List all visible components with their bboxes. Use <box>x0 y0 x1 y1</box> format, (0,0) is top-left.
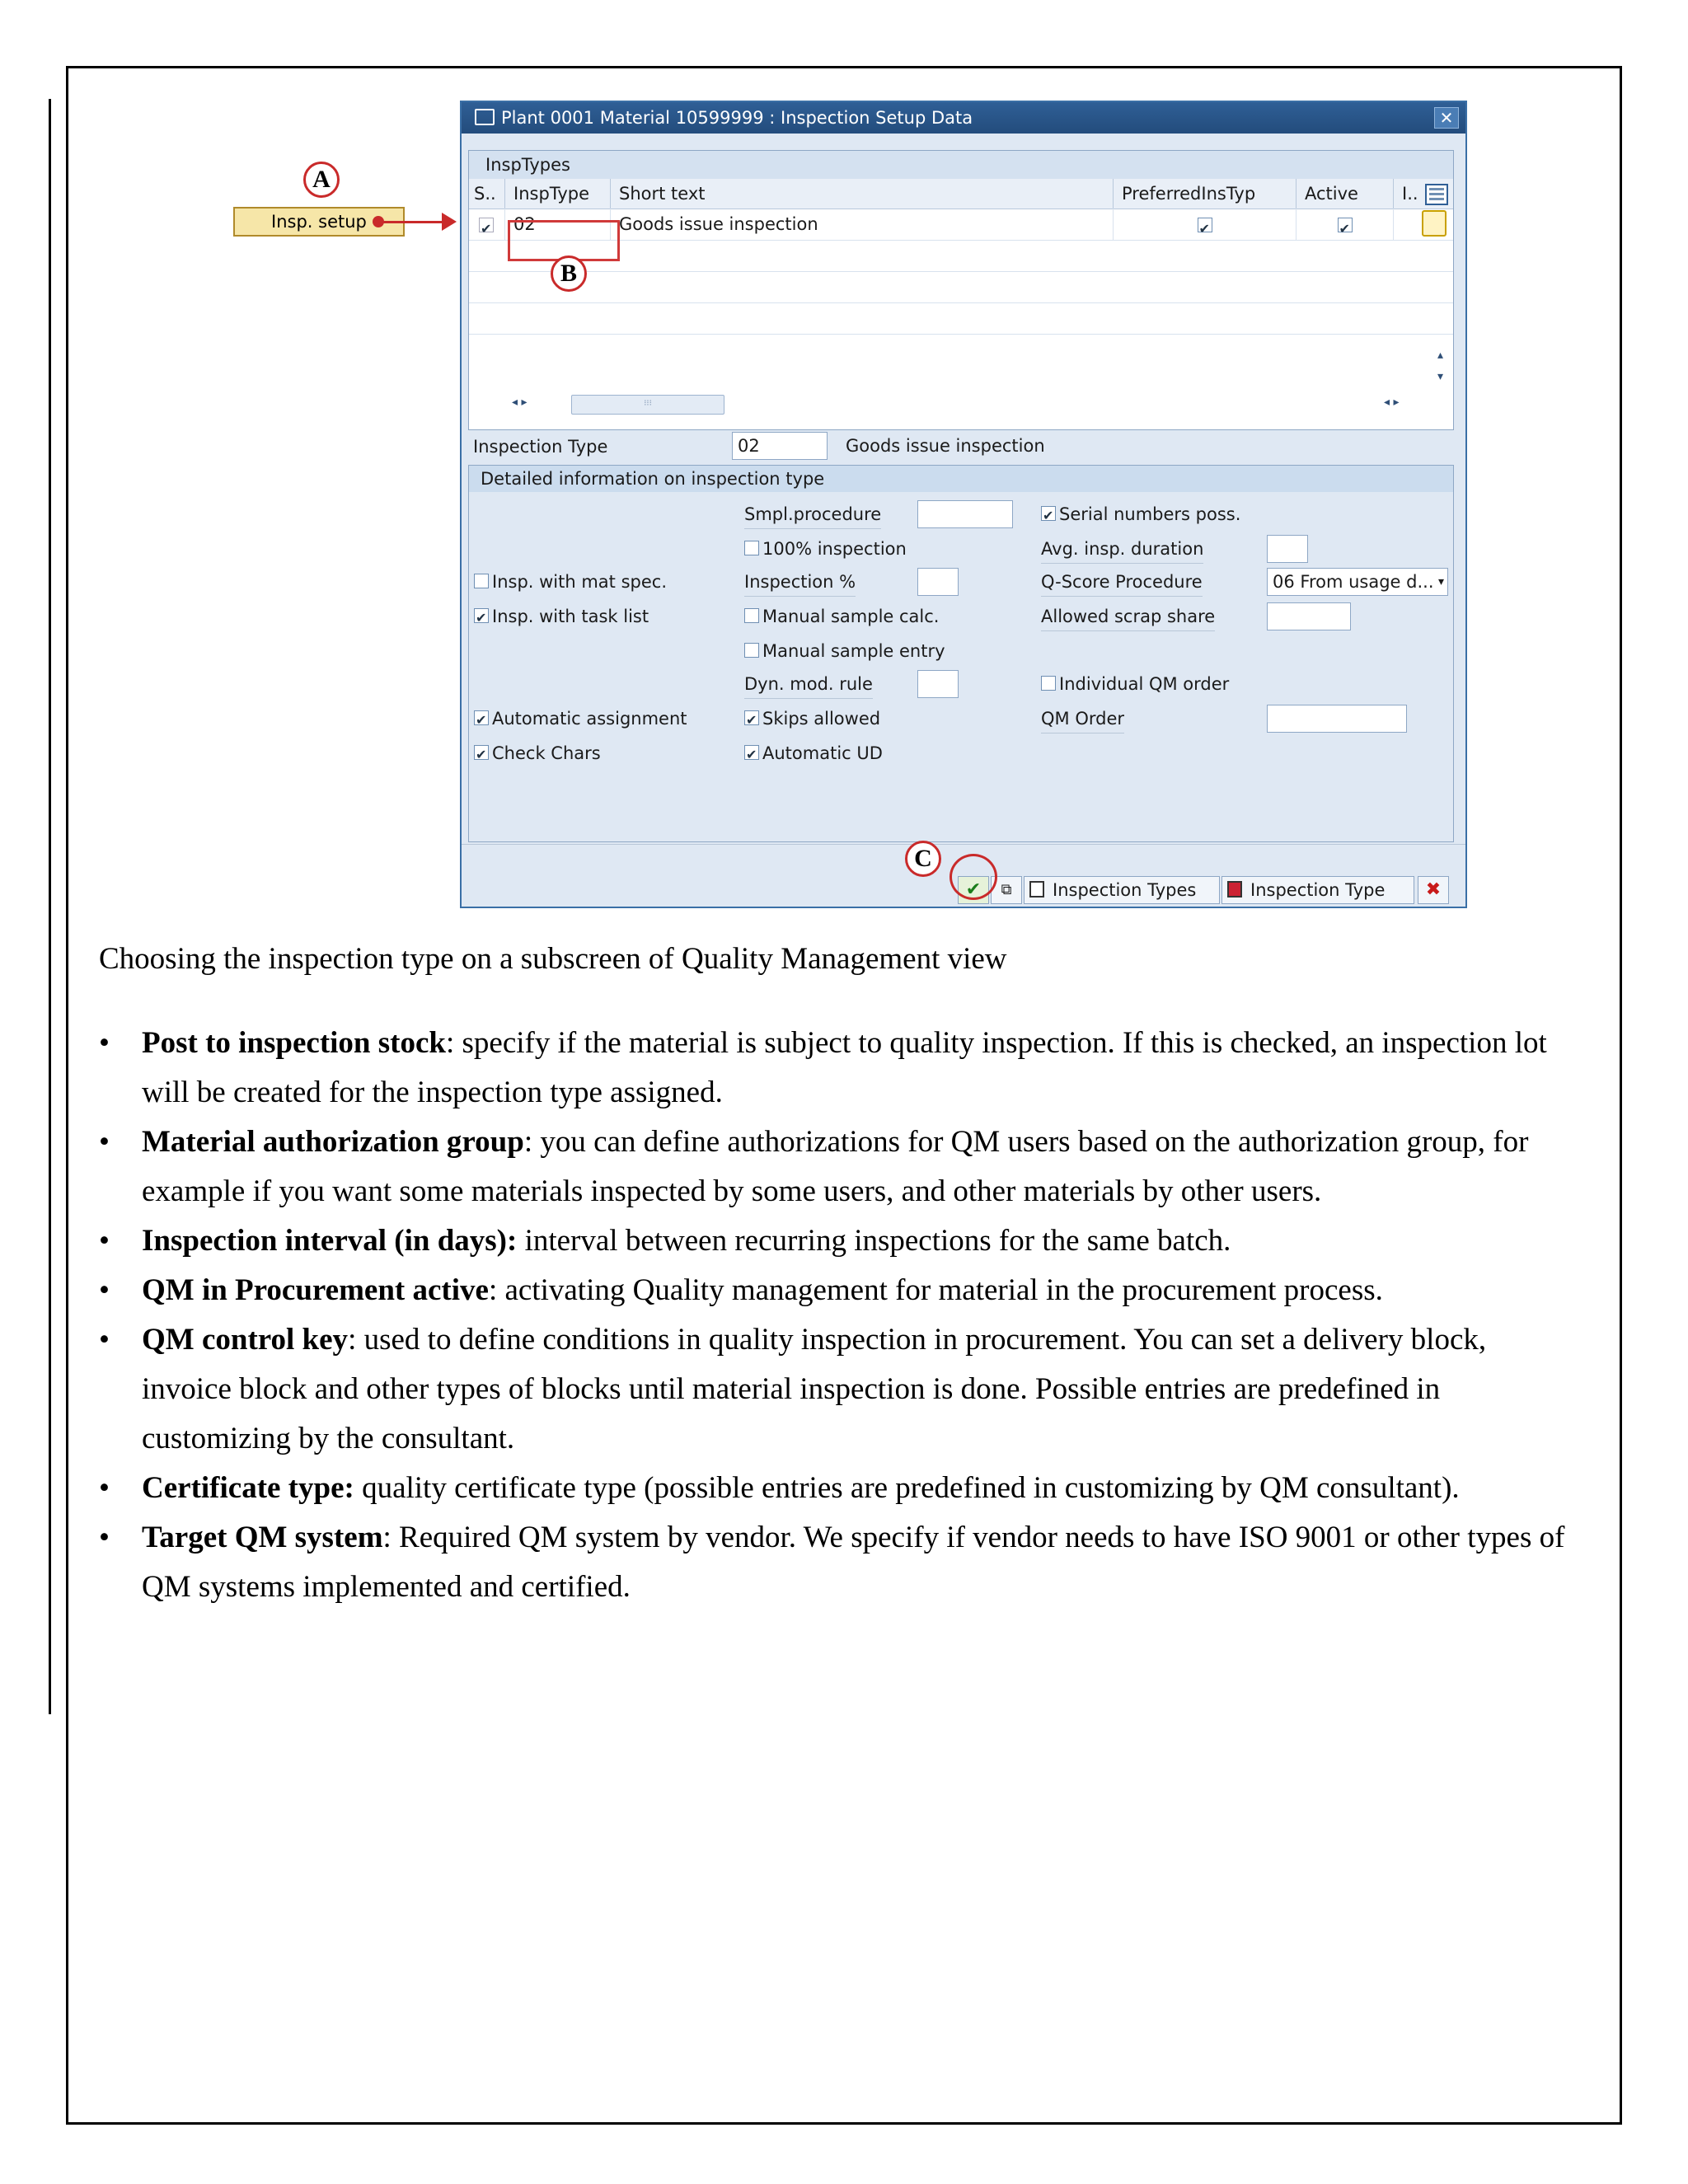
table-row-empty <box>469 334 1453 365</box>
list-item <box>99 1315 1582 1464</box>
scroll-down-icon[interactable]: ▾ <box>1437 370 1443 383</box>
definition-text: : specify if the material is subject to quality inspection. If this is checked, an inspection lot will be created for the inspection type assigned. <box>142 1026 1547 1109</box>
term-inspection-interval: Inspection interval (in days): <box>142 1224 518 1258</box>
figure-caption: Choosing the inspection type on a subscreen of Quality Management view <box>99 942 1007 976</box>
checkbox[interactable] <box>1041 676 1056 691</box>
table-caption: InspTypes <box>469 151 1453 179</box>
short-text-cell: Goods issue inspection <box>611 209 1114 240</box>
checkbox[interactable] <box>744 541 759 555</box>
col-header-insptype[interactable]: InspType <box>505 179 611 209</box>
hundred-pct-inspection-checkbox[interactable] <box>744 535 907 563</box>
skips-allowed-checkbox[interactable] <box>744 705 880 733</box>
definition-text: : activating Quality management for material in the procurement process. <box>488 1273 1383 1307</box>
insptype-highlight <box>508 220 620 261</box>
checkbox[interactable] <box>744 643 759 658</box>
row-select-cell[interactable] <box>469 209 505 240</box>
insptype-cell[interactable]: 02 <box>505 209 611 240</box>
overview-icon <box>1227 881 1242 898</box>
callout-arrow-head <box>442 213 457 231</box>
inspection-setup-dialog <box>460 101 1467 908</box>
insp-with-mat-spec-checkbox[interactable] <box>474 568 667 596</box>
col-header-short-text[interactable]: Short text <box>611 179 1114 209</box>
active-cell[interactable] <box>1296 209 1394 240</box>
check-chars-checkbox[interactable] <box>474 739 601 767</box>
serial-numbers-poss-label: Serial numbers poss. <box>1059 504 1241 524</box>
callout-c-marker: C <box>905 841 941 877</box>
cancel-button[interactable]: ✖ <box>1418 876 1449 904</box>
definition-text: : you can define authorizations for QM users based on the authorization group, for example if you want some materials inspected by some users, and other materials by other users. <box>142 1125 1529 1208</box>
hundred-pct-inspection-label: 100% inspection <box>762 539 907 559</box>
dialog-titlebar <box>462 102 1465 134</box>
callout-a-marker: A <box>303 162 340 198</box>
dialog-title: Plant 0001 Material 10599999 : Inspection Setup Data <box>501 108 973 128</box>
window-icon <box>475 109 495 125</box>
col-header-preferred[interactable]: PreferredInsTyp <box>1114 179 1296 209</box>
q-score-procedure-label: Q-Score Procedure <box>1041 568 1203 597</box>
insp-with-task-list-label: Insp. with task list <box>492 607 649 626</box>
table-row-empty <box>469 271 1453 303</box>
copy-button[interactable]: ⧉ <box>991 876 1022 904</box>
automatic-ud-checkbox[interactable] <box>744 739 883 767</box>
term-qm-in-procurement-active: QM in Procurement active <box>142 1273 489 1307</box>
row-select-checkbox[interactable] <box>479 218 494 232</box>
definition-text: quality certificate type (possible entries are predefined in customizing by QM consultant). <box>354 1471 1460 1505</box>
callout-b-marker: B <box>551 255 587 292</box>
checkbox[interactable] <box>1041 506 1056 521</box>
detail-group <box>468 465 1454 842</box>
inspection-type-label: Inspection Type <box>473 437 608 457</box>
checkbox[interactable] <box>474 574 489 588</box>
q-score-procedure-value: 06 From usage d... <box>1273 572 1434 592</box>
table-header <box>469 179 1453 209</box>
inspection-type-row <box>473 430 607 463</box>
allowed-scrap-share-label: Allowed scrap share <box>1041 602 1215 631</box>
smpl-procedure-label: Smpl.procedure <box>744 500 881 529</box>
table-row-empty <box>469 302 1453 335</box>
definition-text: : used to define conditions in quality inspection in procurement. You can set a delivery block, invoice block and other types of blocks until material inspection is done. Possible entries are predefined in customizing by the consultant. <box>142 1323 1487 1455</box>
chevron-down-icon[interactable]: ▾ <box>1437 575 1444 588</box>
avg-insp-duration-field[interactable] <box>1267 535 1308 563</box>
skips-allowed-label: Skips allowed <box>762 709 881 729</box>
scroll-thumb-grip: ⁝⁝⁝ <box>644 399 652 408</box>
col-header-active[interactable]: Active <box>1296 179 1394 209</box>
list-item <box>99 1266 1582 1315</box>
individual-qm-order-checkbox[interactable] <box>1041 670 1229 698</box>
serial-numbers-poss-checkbox[interactable] <box>1041 500 1240 528</box>
term-material-authorization-group: Material authorization group <box>142 1125 524 1159</box>
inspection-type-description: Goods issue inspection <box>846 436 1045 456</box>
q-score-procedure-select[interactable] <box>1267 568 1448 596</box>
dyn-mod-rule-field[interactable] <box>917 670 959 698</box>
manual-sample-entry-checkbox[interactable] <box>744 637 945 665</box>
qm-order-field[interactable] <box>1267 705 1407 733</box>
scroll-thumb[interactable] <box>571 395 724 415</box>
document-icon <box>1029 881 1044 898</box>
margin-rule <box>49 99 51 1714</box>
automatic-ud-label: Automatic UD <box>762 743 883 763</box>
horizontal-scrollbar[interactable] <box>469 390 1453 415</box>
manual-sample-calc-label: Manual sample calc. <box>762 607 940 626</box>
checkbox[interactable] <box>744 710 759 725</box>
checkbox[interactable] <box>474 745 489 760</box>
field-definitions-list <box>99 1019 1582 1612</box>
scroll-up-icon[interactable]: ▴ <box>1437 349 1443 362</box>
manual-sample-entry-label: Manual sample entry <box>762 641 945 661</box>
inspection-pct-label: Inspection % <box>744 568 856 597</box>
term-certificate-type: Certificate type: <box>142 1471 354 1505</box>
callout-arrow <box>377 221 447 223</box>
qm-order-label: QM Order <box>1041 705 1124 733</box>
row-detail-icon[interactable] <box>1422 210 1447 237</box>
list-item <box>99 1464 1582 1513</box>
preferred-cell[interactable] <box>1114 209 1296 240</box>
list-item <box>99 1216 1582 1266</box>
inspection-types-button[interactable] <box>1024 876 1220 904</box>
inspection-types-label: Inspection Types <box>1053 880 1197 900</box>
allowed-scrap-share-field[interactable] <box>1267 602 1351 630</box>
manual-sample-calc-checkbox[interactable] <box>744 602 939 630</box>
term-target-qm-system: Target QM system <box>142 1521 383 1554</box>
automatic-assignment-label: Automatic assignment <box>492 709 687 729</box>
insp-types-table <box>468 150 1454 430</box>
scroll-right-arrows[interactable]: ◂ ▸ <box>1384 396 1400 409</box>
check-chars-label: Check Chars <box>492 743 601 763</box>
insp-with-task-list-checkbox[interactable] <box>474 602 649 630</box>
preferred-checkbox[interactable] <box>1198 218 1212 232</box>
checkbox[interactable] <box>474 710 489 725</box>
definition-text: : Required QM system by vendor. We specify if vendor needs to have ISO 9001 or other types of QM systems implemented and certified. <box>142 1521 1565 1604</box>
list-item <box>99 1019 1582 1118</box>
list-item <box>99 1118 1582 1216</box>
checkbox[interactable] <box>474 608 489 623</box>
list-item <box>99 1513 1582 1612</box>
detail-caption: Detailed information on inspection type <box>469 466 1453 492</box>
active-checkbox[interactable] <box>1338 218 1353 232</box>
automatic-assignment-checkbox[interactable] <box>474 705 687 733</box>
close-button[interactable]: ✕ <box>1434 107 1459 129</box>
confirm-button[interactable]: ✔ <box>958 876 989 904</box>
col-header-extra[interactable]: I.. <box>1402 184 1418 204</box>
inspection-type-label: Inspection Type <box>1250 880 1386 900</box>
individual-qm-order-label: Individual QM order <box>1059 674 1230 694</box>
dyn-mod-rule-label: Dyn. mod. rule <box>744 670 873 699</box>
avg-insp-duration-label: Avg. insp. duration <box>1041 535 1203 564</box>
insp-with-mat-spec-label: Insp. with mat spec. <box>492 572 667 592</box>
confirm-highlight-ring <box>950 854 997 900</box>
inspection-type-button[interactable] <box>1221 876 1414 904</box>
definition-text: interval between recurring inspections for the same batch. <box>517 1224 1231 1258</box>
term-qm-control-key: QM control key <box>142 1323 349 1357</box>
insp-setup-button[interactable]: Insp. setup <box>233 207 405 237</box>
col-header-select[interactable]: S.. <box>469 179 505 209</box>
term-post-to-inspection-stock: Post to inspection stock <box>142 1026 446 1060</box>
inspection-type-field[interactable]: 02 <box>732 432 828 460</box>
checkbox[interactable] <box>744 745 759 760</box>
scroll-left-arrows[interactable]: ◂ ▸ <box>512 396 528 409</box>
inspection-pct-field[interactable] <box>917 568 959 596</box>
checkbox[interactable] <box>744 608 759 623</box>
table-settings-icon[interactable] <box>1425 184 1448 205</box>
smpl-procedure-field[interactable] <box>917 500 1013 528</box>
